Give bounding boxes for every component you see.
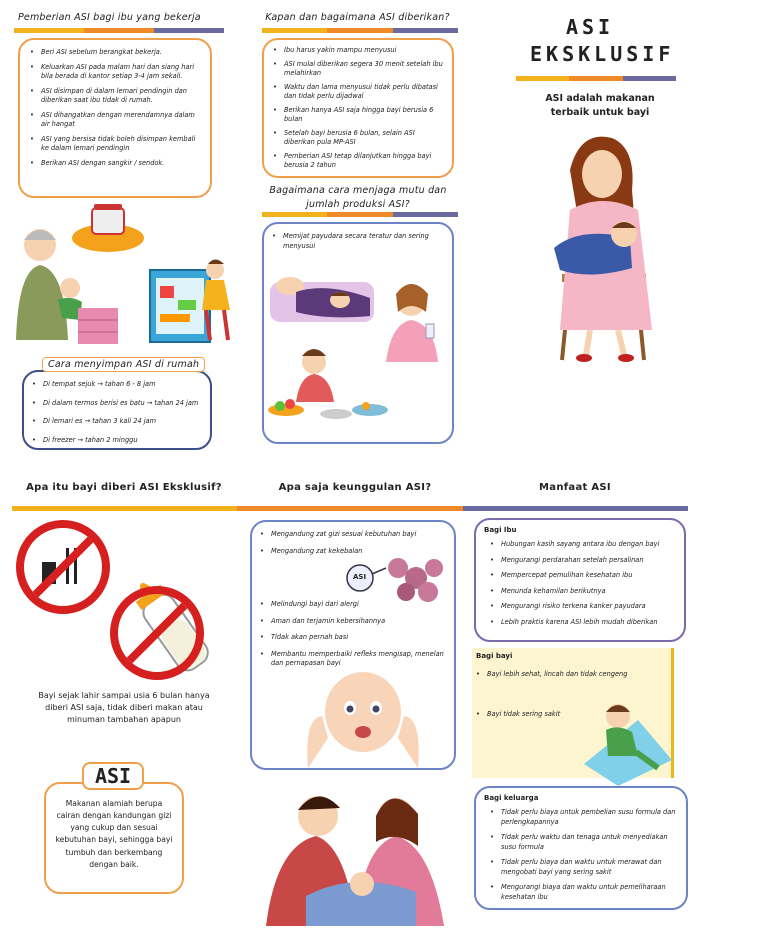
advantages-list-b [260, 600, 446, 669]
list-item: • Mengurangi biaya dan waktu untuk pemeliharaan kesehatan ibu [490, 883, 678, 902]
asi-definition-box [44, 782, 184, 894]
breastfeeding-working-mothers-title: Pemberian ASI bagi ibu yang bekerja [18, 12, 201, 23]
list-item: • Tidak perlu biaya dan waktu untuk merawat dan mengobati bayi yang sering sakit [490, 858, 678, 877]
baby-benefits-title: Bagi bayi [476, 652, 513, 660]
mother-benefits-title: Bagi Ibu [484, 526, 517, 534]
list-item: • Di lemari es → tahan 3 kali 24 jam [32, 417, 202, 427]
list-item: • ASI mulai diberikan segera 30 menit setelah ibu melahirkan [273, 60, 443, 79]
list-item: • Tidak perlu waktu dan tenaga untuk menyediakan susu formula [490, 833, 678, 852]
list-item: • Pemberian ASI tetap dilanjutkan hingga bayi berusia 2 tahun [273, 152, 443, 171]
list-item: • Menunda kehamilan berikutnya [490, 587, 676, 597]
mother-breastfeeding-illustration [540, 130, 680, 365]
mother-benefits-box [474, 518, 686, 642]
baby-on-blanket-illustration [578, 694, 674, 786]
list-item: • Ibu harus yakin mampu menyusui [273, 46, 443, 56]
list-item: • Membantu memperbaiki refleks mengisap, menelan dan pernapasan bayi [260, 650, 446, 669]
exclusive-definition-text: Bayi sejak lahir sampai usia 6 bulan hanya diberi ASI saja, tidak diberi makan atau minuman tambahan apapun [38, 691, 210, 724]
list-item: • Mempercepat pemulihan kesehatan ibu [490, 571, 676, 581]
family-benefits-title: Bagi keluarga [484, 794, 539, 802]
list-item: • ASI dihangatkan dengan merendamnya dalam air hangat [30, 111, 200, 130]
list-item: • Melindungi bayi dari alergi [260, 600, 446, 610]
list-item: • Di dalam termos berisi es batu → tahan 24 jam [32, 399, 202, 409]
working-mothers-box [18, 38, 212, 198]
mother-benefits-list [484, 540, 676, 627]
list-item: • Berikan ASI dengan sangkir / sendok. [30, 159, 200, 169]
storage-title: Cara menyimpan ASI di rumah [42, 357, 205, 372]
asi-definition-text: Makanan alamiah berupa cairan dengan kandungan gizi yang cukup dan sesuai kebutuhan bayi, sehingga bayi tumbuh dan berkembang dengan baik. [55, 799, 173, 869]
no-bottle-sign-icon [110, 586, 204, 680]
family-benefits-list [484, 808, 678, 902]
list-item: • Mengandung zat kekebalan [260, 547, 446, 557]
list-item: • Tidak akan pernah basi [260, 633, 446, 643]
family-benefits-box [474, 786, 688, 910]
feeding-illustration [10, 200, 240, 350]
when-how-title: Kapan dan bagaimana ASI diberikan? [265, 12, 450, 23]
working-mothers-list [30, 48, 200, 168]
list-item: • Berikan hanya ASI saja hingga bayi berusia 6 bulan [273, 106, 443, 125]
when-how-list [273, 46, 443, 171]
list-item: • ASI yang bersisa tidak boleh disimpan kembali ke dalam lemari pendingin [30, 135, 200, 154]
title-color-bar [516, 76, 676, 81]
family-illustration [266, 776, 456, 926]
list-item: • Beri ASI sebelum berangkat bekerja. [30, 48, 200, 58]
when-how-box [262, 38, 454, 178]
what-is-exclusive-title: Apa itu bayi diberi ASI Eksklusif? [26, 482, 222, 493]
list-item: • Aman dan terjamin kebersihannya [260, 617, 446, 627]
list-item: • Mengandung zat gizi sesuai kebutuhan bayi [260, 530, 446, 540]
list-item: • Memijat payudara secara teratur dan sering menyusui [272, 232, 444, 251]
list-item: • ASI disimpan di dalam lemari pendingin dan diberikan saat ibu tidak di rumah. [30, 87, 200, 106]
list-item: • Mengurangi perdarahan setelah persalinan [490, 556, 676, 566]
list-item: • Bayi lebih sehat, lincah dan tidak cengeng [476, 670, 666, 680]
quality-title: Bagaimana cara menjaga mutu dan jumlah produksi ASI? [269, 185, 447, 210]
no-food-sign-icon [16, 520, 110, 614]
storage-list [32, 380, 202, 445]
list-item: • Mengurangi risiko terkena kanker payudara [490, 602, 676, 612]
sleeping-breast-massage-illustration [266, 252, 450, 438]
title-color-bar [262, 28, 458, 33]
advantages-title: Apa saja keunggulan ASI? [278, 482, 432, 493]
title-color-bar [14, 28, 224, 33]
antibody-label: ASI [353, 573, 367, 581]
list-item: • Setelah bayi berusia 6 bulan, selain ASI diberikan pula MP-ASI [273, 129, 443, 148]
list-item: • Di tempat sejuk → tahan 6 - 8 jam [32, 380, 202, 390]
cover-title: ASI EKSKLUSIF [530, 15, 675, 66]
storage-box [22, 370, 212, 450]
benefits-title: Manfaat ASI [539, 482, 611, 493]
happy-baby-illustration [288, 668, 438, 768]
list-item: • Hubungan kasih sayang antara ibu dengan bayi [490, 540, 676, 550]
title-color-bar [262, 212, 458, 217]
list-item: • Lebih praktis karena ASI lebih mudah diberikan [490, 618, 676, 628]
list-item: • Keluarkan ASI pada malam hari dan siang hari bila berada di kantor setiap 3-4 jam sekali. [30, 63, 200, 82]
quality-list [272, 232, 444, 251]
list-item: • Bayi tidak sering sakit [476, 710, 666, 720]
asi-label: ASI [82, 762, 144, 790]
cover-subtitle: ASI adalah makanan terbaik untuk bayi [545, 93, 655, 118]
list-item: • Tidak perlu biaya untuk pembelian susu formula dan perlengkapannya [490, 808, 678, 827]
bottom-color-bar [12, 506, 688, 511]
list-item: • Di freezer → tahan 2 minggu [32, 436, 202, 446]
list-item: • Waktu dan lama menyusui tidak perlu dibatasi dan tidak perlu dijadwal [273, 83, 443, 102]
